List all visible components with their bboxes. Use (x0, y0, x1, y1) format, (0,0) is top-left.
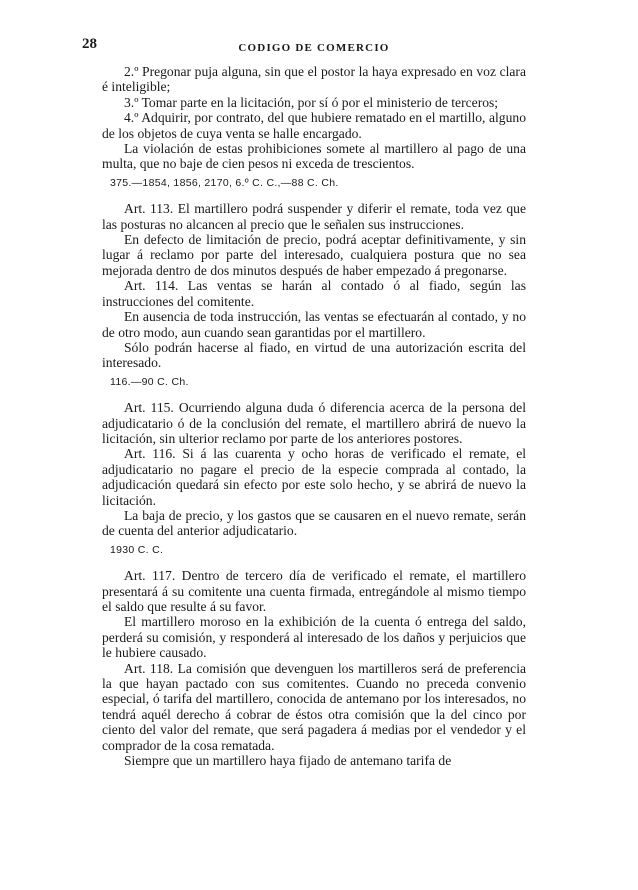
article-116: Art. 116. Si á las cuarenta y ocho horas de verificado el remate, el adjudicatario no pagare el precio de la especie comprada al contado, la adjudicación quedará sin efecto por este solo hecho, y se abrirá de nuevo la licitación. (102, 446, 526, 508)
paragraph: Sólo podrán hacerse al fiado, en virtud de una autorización escrita del interesado. (102, 339, 526, 371)
paragraph: La baja de precio, y los gastos que se causaren en el nuevo remate, serán de cuenta del anterior adjudicatario. (102, 507, 526, 539)
cross-reference: 116.—90 C. Ch. (110, 375, 189, 388)
paragraph: Siempre que un martillero haya fijado de antemano tarifa de (124, 753, 452, 769)
paragraph: En defecto de limitación de precio, podrá aceptar definitivamente, y sin lugar á reclamo por parte del interesado, cualquiera postura que no sea mejorada dentro de dos minutos después de haber empezado á pregonarse. (102, 232, 526, 278)
article-113: Art. 113. El martillero podrá suspender y diferir el remate, toda vez que las posturas no alcancen al precio que le señalen sus instrucciones. (102, 201, 526, 232)
paragraph: La violación de estas prohibiciones somete al martillero al pago de una multa, que no baje de cien pesos ni exceda de trescientos. (102, 141, 526, 172)
article-118: Art. 118. La comisión que devenguen los martilleros será de preferencia la que hayan pactado con sus comitentes. Cuando no preceda convenio especial, ó tarifa del martillero, conocida de antemano por los interesados, no tendrá aquél derecho á cobrar de éstos otra comisión que la del cinco por ciento del valor del remate, que será pagadera á medias por el vendedor y el comprador de la cosa rematada. (102, 660, 526, 753)
article-115: Art. 115. Ocurriendo alguna duda ó diferencia acerca de la persona del adjudicatario ó de la conclusión del remate, el martillero abrirá de nuevo la licitación, sin ulterior reclamo por parte de los anteriores postores. (102, 400, 526, 446)
page-header (82, 36, 526, 64)
paragraph: El martillero moroso en la exhibición de la cuenta ó entrega del saldo, perderá su comisión, y responderá al interesado de los daños y perjuicios que le hubiere causado. (102, 614, 526, 661)
article-117: Art. 117. Dentro de tercero día de verificado el remate, el martillero presentará á su comitente una cuenta firmada, entregándole al mismo tiempo el saldo que resulte á su favor. (102, 568, 526, 614)
paragraph: 2.º Pregonar puja alguna, sin que el postor la haya expresado en voz clara é inteligible; (102, 64, 526, 95)
paragraph: En ausencia de toda instrucción, las ventas se efectuarán al contado, y no de otro modo, aun cuando sean garantidas por el martillero. (102, 309, 526, 340)
cross-reference: 375.—1854, 1856, 2170, 6.º C. C.,—88 C. Ch. (110, 176, 339, 189)
page-body (102, 64, 526, 768)
article-114: Art. 114. Las ventas se harán al contado ó al fiado, según las instrucciones del comitente. (102, 278, 526, 309)
paragraph: 4.º Adquirir, por contrato, del que hubiere rematado en el martillo, alguno de los objetos de cuya venta se halle encargado. (102, 110, 526, 141)
paragraph: 3.º Tomar parte en la licitación, por sí ó por el ministerio de terceros; (124, 94, 499, 110)
page-number: 28 (82, 36, 97, 52)
running-title: CODIGO DE COMERCIO (238, 42, 390, 54)
cross-reference: 1930 C. C. (110, 543, 164, 556)
